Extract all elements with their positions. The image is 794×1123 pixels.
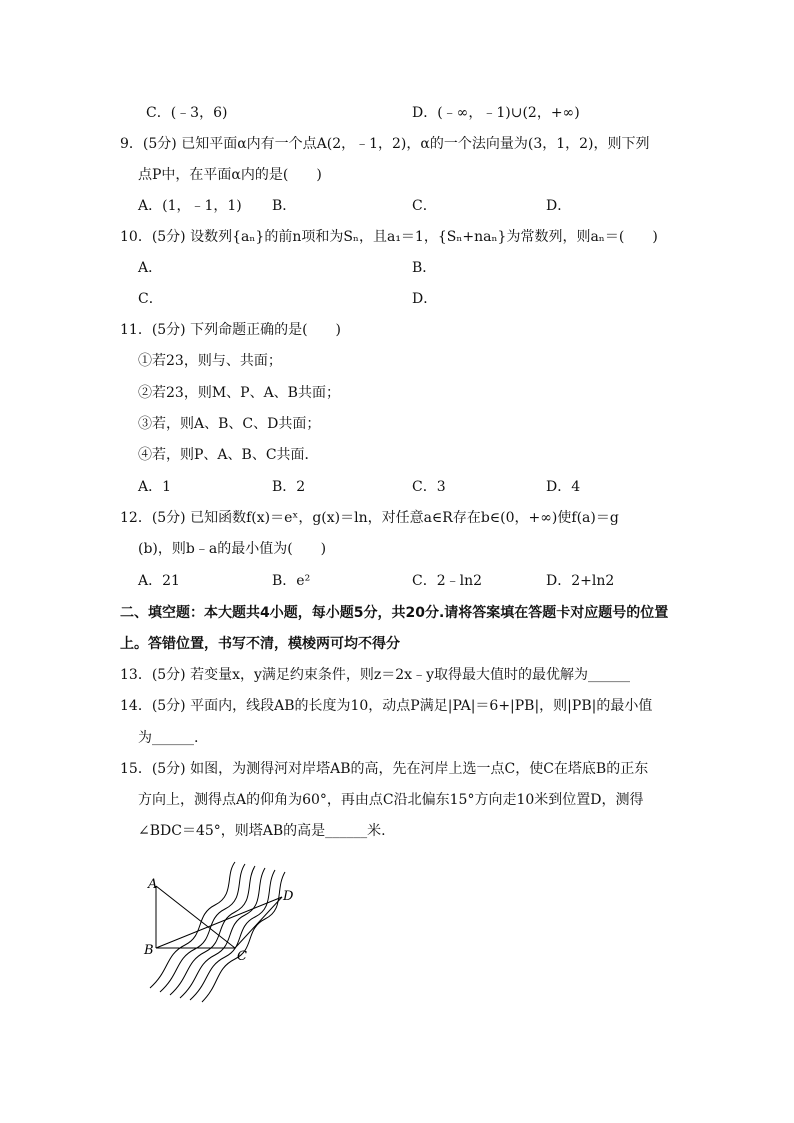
q10-option-c: C． [138, 291, 163, 307]
q15-stem-line1: 15．(5分) 如图，为测得河对岸塔AB的高，先在河岸上选一点C，使C在塔底B的正东 [120, 761, 649, 777]
q9-option-c: C． [412, 198, 437, 214]
line-ac [156, 886, 235, 948]
line-bd [156, 897, 282, 948]
q15-stem-line3: ∠BDC＝45°，则塔AB的高是______米. [138, 823, 386, 839]
q12-option-b: B．e² [272, 573, 311, 589]
q10-stem-line1: 10．(5分) 设数列{aₙ}的前n项和为Sₙ，且a₁＝1，{Sₙ+naₙ}为常数列，则aₙ＝( ) [120, 229, 658, 245]
q8-option-c: C．(﹣3，6) [146, 105, 228, 121]
q11-option-d: D．4 [546, 479, 581, 495]
q10-option-b: B． [412, 260, 437, 276]
q9-stem-line1: 9．(5分) 已知平面α内有一个点A(2，﹣1，2)，α的一个法向量为(3，1，2)，则下列 [120, 136, 650, 152]
q12-stem-line1: 12．(5分) 已知函数f(x)＝eˣ，g(x)＝ln，对任意a∈R存在b∈(0，+∞)使f(a)＝g [120, 510, 619, 526]
q12-option-a: A．21 [138, 573, 180, 589]
q9-option-b: B． [272, 198, 297, 214]
figure-label-a: A [148, 877, 158, 892]
q15-figure [140, 860, 310, 1010]
q9-option-a: A．(1，﹣1，1) [138, 198, 242, 214]
q11-statement-4: ④若，则P、A、B、C共面． [138, 447, 319, 463]
q11-statement-1: ①若23，则与、共面； [138, 353, 282, 369]
q12-option-c: C．2﹣ln2 [412, 573, 483, 589]
line-cd [235, 897, 282, 948]
river-line-5 [190, 870, 275, 1000]
section-2-heading-line2: 上。答错位置，书写不清，模棱两可均不得分 [120, 636, 400, 652]
q11-option-a: A．1 [138, 479, 172, 495]
q11-option-c: C．3 [412, 479, 446, 495]
figure-label-b: B [144, 943, 154, 958]
q15-stem-line2: 方向上，测得点A的仰角为60°，再由点C沿北偏东15°方向走10米到位置D，测得 [138, 792, 644, 808]
q10-option-a: A． [138, 260, 163, 276]
q11-option-b: B．2 [272, 479, 306, 495]
q11-statement-2: ②若23，则M、P、A、B共面； [138, 385, 340, 401]
q12-option-d: D．2+ln2 [546, 573, 615, 589]
q9-option-d: D． [546, 198, 572, 214]
q11-statement-3: ③若，则A、B、C、D共面； [138, 416, 321, 432]
q13-stem-line1: 13．(5分) 若变量x，y满足约束条件，则z＝2x﹣y取得最大值时的最优解为______ [120, 667, 630, 683]
figure-label-c: C [237, 949, 247, 964]
q14-stem-line2: 为______. [138, 730, 199, 746]
q9-stem-line2: 点P中，在平面α内的是( ) [138, 167, 322, 183]
figure-label-d: D [283, 889, 294, 904]
river-line-6 [202, 872, 285, 1002]
section-2-heading-line1: 二、填空题：本大题共4小题，每小题5分，共20分.请将答案填在答题卡对应题号的位置 [120, 605, 669, 621]
q12-stem-line2: (b)，则b﹣a的最小值为( ) [138, 541, 327, 557]
q11-stem-line1: 11．(5分) 下列命题正确的是( ) [120, 322, 342, 338]
q10-option-d: D． [412, 291, 438, 307]
q8-option-d: D．(﹣∞，﹣1)∪(2，+∞) [412, 105, 580, 121]
q14-stem-line1: 14．(5分) 平面内，线段AB的长度为10，动点P满足|PA|＝6+|PB|，则|PB|的最小值 [120, 698, 653, 714]
